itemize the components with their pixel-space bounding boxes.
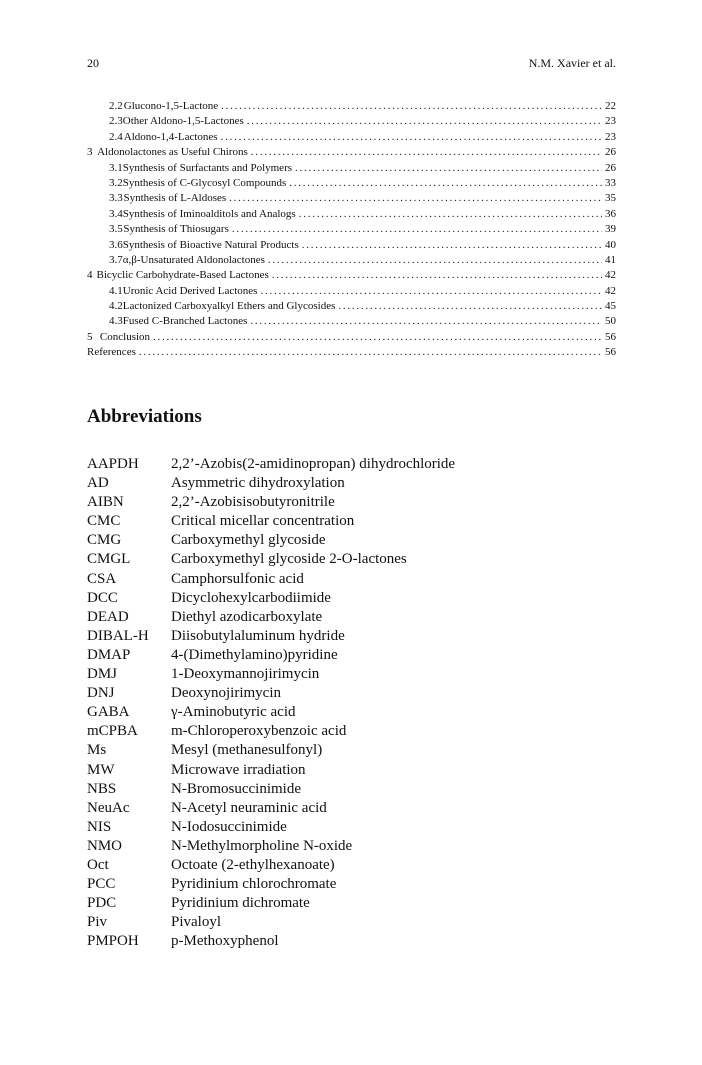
abbreviation-definition: Microwave irradiation [171,761,306,778]
toc-dot-leader [299,207,602,222]
abbreviation-row [87,913,616,932]
toc-entry [87,330,616,345]
abbreviation-row [87,932,616,951]
toc-entry [87,345,616,360]
abbreviation-row [87,646,616,665]
toc-dot-leader [251,145,602,160]
toc-entry-number: 2.4 [109,130,123,143]
toc-entry-number: 3.6 [109,238,123,251]
abbreviation-term: DIBAL-H [87,627,149,644]
toc-entry-title: References [87,346,136,359]
page-header [87,56,616,72]
abbreviation-row [87,531,616,550]
toc-entry-page: 22 [605,100,616,112]
abbreviation-row [87,894,616,913]
toc-entry-title: Synthesis of Surfactants and Polymers [122,161,293,174]
abbreviation-definition: Deoxynojirimycin [171,685,281,702]
toc-dot-leader [232,222,602,237]
toc-entry-page: 39 [605,223,616,236]
toc-entry [87,207,616,222]
toc-entry-number: 3.1 [109,161,123,174]
abbreviation-term: NMO [87,837,123,854]
toc-dot-leader [295,161,602,176]
abbreviation-definition: γ-Aminobutyric acid [171,704,296,721]
abbreviation-term: CSA [87,570,117,587]
abbreviation-definition: N-Acetyl neuraminic acid [171,799,327,816]
toc-entry-number: 2.3 [109,115,123,128]
toc-entry [87,145,616,160]
toc-entry-page: 41 [605,253,616,266]
abbreviation-term: MW [87,761,115,778]
abbreviation-row [87,741,616,760]
toc-entry-page: 45 [605,300,616,313]
abbreviation-definition: Carboxymethyl glycoside 2-O-lactones [171,551,407,568]
abbreviation-term: AAPDH [87,456,139,472]
table-of-contents [87,99,616,361]
abbreviation-row [87,589,616,608]
abbreviation-term: DEAD [87,608,129,625]
abbreviation-row [87,780,616,799]
toc-entry-page: 23 [605,115,616,128]
toc-entry-number: 3 [87,146,93,159]
abbreviation-term: DNJ [87,685,115,702]
toc-entry-page: 50 [605,315,616,328]
abbreviation-row [87,722,616,741]
abbreviation-definition: Mesyl (methanesulfonyl) [171,742,323,759]
toc-entry-title: Synthesis of C-Glycosyl Compounds [122,176,287,189]
toc-entry-number: 3.5 [109,223,123,236]
toc-entry-title: Glucono-1,5-Lactone [123,100,219,112]
abbreviation-term: DMAP [87,646,131,663]
toc-entry [87,191,616,206]
abbreviation-definition: Camphorsulfonic acid [171,570,304,587]
abbreviation-row [87,761,616,780]
abbreviation-term: NBS [87,780,117,797]
abbreviation-row [87,665,616,684]
toc-dot-leader [338,299,602,314]
abbreviation-definition: N-Iodosuccinimide [171,818,287,835]
abbreviation-term: NeuAc [87,799,130,816]
abbreviation-row [87,474,616,493]
toc-dot-leader [289,176,602,191]
abbreviation-row [87,550,616,569]
toc-entry-number: 3.7 [109,253,123,266]
abbreviation-definition: 1-Deoxymannojirimycin [171,666,320,683]
abbreviation-row [87,608,616,627]
abbreviations-heading: Abbreviations [87,406,202,427]
abbreviation-definition: 4-(Dimethylamino)pyridine [171,646,338,663]
abbreviation-definition: Pivaloyl [171,914,222,931]
abbreviation-definition: 2,2’-Azobis(2-amidinopropan) dihydrochloride [171,456,456,472]
toc-entry-page: 36 [605,207,616,220]
toc-entry-number: 3.3 [109,192,123,205]
abbreviation-term: Ms [87,742,107,759]
abbreviation-definition: N-Bromosuccinimide [171,780,301,797]
toc-dot-leader [272,268,602,283]
toc-entry-title: Other Aldono-1,5-Lactones [122,115,244,128]
toc-entry-page: 33 [605,176,616,189]
abbreviation-definition: Diisobutylaluminum hydride [171,627,345,644]
abbreviation-row [87,627,616,646]
toc-dot-leader [260,284,602,299]
toc-entry [87,284,616,299]
abbreviation-term: CMC [87,513,121,530]
abbreviation-row [87,875,616,894]
abbreviation-row [87,512,616,531]
abbreviation-definition: Octoate (2-ethylhexanoate) [171,856,335,873]
toc-entry [87,161,616,176]
abbreviation-row [87,856,616,875]
toc-entry-number: 5 [87,330,93,343]
toc-entry [87,314,616,329]
abbreviation-definition: Pyridinium chlorochromate [171,876,337,893]
abbreviations-list [87,455,616,951]
toc-entry [87,222,616,237]
toc-entry [87,130,616,145]
toc-entry-page: 40 [605,238,616,251]
toc-entry [87,114,616,129]
abbreviation-definition: Asymmetric dihydroxylation [171,475,345,492]
toc-entry-number: 3.2 [109,176,123,189]
toc-entry-title: Lactonized Carboxyalkyl Ethers and Glycosides [122,300,336,313]
toc-entry-page: 35 [605,192,616,205]
abbreviation-term: AIBN [87,494,124,511]
toc-entry-number: 4.2 [109,300,123,313]
toc-entry-title: Fused C-Branched Lactones [122,315,248,328]
page-number: 20 [87,56,99,70]
abbreviation-term: mCPBA [87,723,138,740]
toc-dot-leader [250,314,602,329]
toc-dot-leader [247,114,602,129]
abbreviation-definition: Dicyclohexylcarbodiimide [171,589,331,606]
toc-entry-title: Synthesis of Thiosugars [123,223,229,236]
abbreviation-definition: 2,2’-Azobisisobutyronitrile [171,494,335,511]
toc-entry-number: 4 [87,269,93,282]
abbreviation-row [87,703,616,722]
toc-entry [87,238,616,253]
abbreviation-row [87,837,616,856]
abbreviation-row [87,493,616,512]
toc-dot-leader [153,330,602,345]
toc-entry-number: 4.3 [109,315,123,328]
toc-entry [87,176,616,191]
abbreviation-term: CMGL [87,551,131,568]
abbreviation-definition: m-Chloroperoxybenzoic acid [171,723,347,740]
abbreviation-row [87,570,616,589]
abbreviation-definition: N-Methylmorpholine N-oxide [171,837,353,854]
abbreviation-definition: Diethyl azodicarboxylate [171,608,323,625]
toc-entry-number: 2.2 [109,100,123,112]
abbreviation-term: CMG [87,532,122,549]
toc-dot-leader [302,238,602,253]
toc-entry-page: 42 [605,269,616,282]
toc-entry-title: Synthesis of Bioactive Natural Products [122,238,299,251]
abbreviation-term: GABA [87,704,130,721]
abbreviation-term: AD [87,475,109,492]
abbreviation-definition: Carboxymethyl glycoside [171,532,326,549]
toc-entry [87,99,616,114]
abbreviation-term: Piv [87,914,108,931]
toc-entry-page: 23 [605,130,616,143]
abbreviation-term: DMJ [87,666,118,683]
abbreviation-row [87,455,616,474]
toc-entry-title: α,β-Unsaturated Aldonolactones [122,253,265,266]
abbreviation-definition: Critical micellar concentration [171,513,355,530]
toc-entry-title: Conclusion [99,330,151,343]
abbreviation-term: NIS [87,818,112,835]
toc-entry-page: 26 [605,161,616,174]
abbreviation-term: Oct [87,856,109,873]
abbreviation-term: PDC [87,895,117,912]
abbreviation-definition: p-Methoxyphenol [171,933,279,950]
running-head: N.M. Xavier et al. [528,56,616,70]
toc-entry-page: 56 [605,346,616,359]
toc-entry-title: Aldono-1,4-Lactones [123,130,218,143]
toc-entry-title: Bicyclic Carbohydrate-Based Lactones [96,269,269,282]
toc-dot-leader [268,253,602,268]
toc-entry-title: Aldonolactones as Useful Chirons [97,146,248,159]
abbreviation-row [87,799,616,818]
toc-entry [87,299,616,314]
toc-entry [87,253,616,268]
toc-dot-leader [221,99,602,114]
toc-entry-title: Synthesis of Iminoalditols and Analogs [122,207,296,220]
toc-dot-leader [139,345,602,360]
toc-entry-page: 26 [605,146,616,159]
abbreviation-row [87,818,616,837]
abbreviation-row [87,684,616,703]
abbreviation-term: PCC [87,876,116,893]
toc-dot-leader [221,130,602,145]
abbreviation-term: PMPOH [87,933,139,950]
abbreviation-term: DCC [87,589,118,606]
toc-entry-number: 4.1 [109,284,123,297]
toc-entry-title: Synthesis of L-Aldoses [123,192,227,205]
toc-entry-page: 56 [605,330,616,343]
toc-dot-leader [229,191,602,206]
toc-entry [87,268,616,283]
abbreviation-definition: Pyridinium dichromate [171,895,310,912]
toc-entry-number: 3.4 [109,207,123,220]
toc-entry-title: Uronic Acid Derived Lactones [122,284,258,297]
toc-entry-page: 42 [605,284,616,297]
